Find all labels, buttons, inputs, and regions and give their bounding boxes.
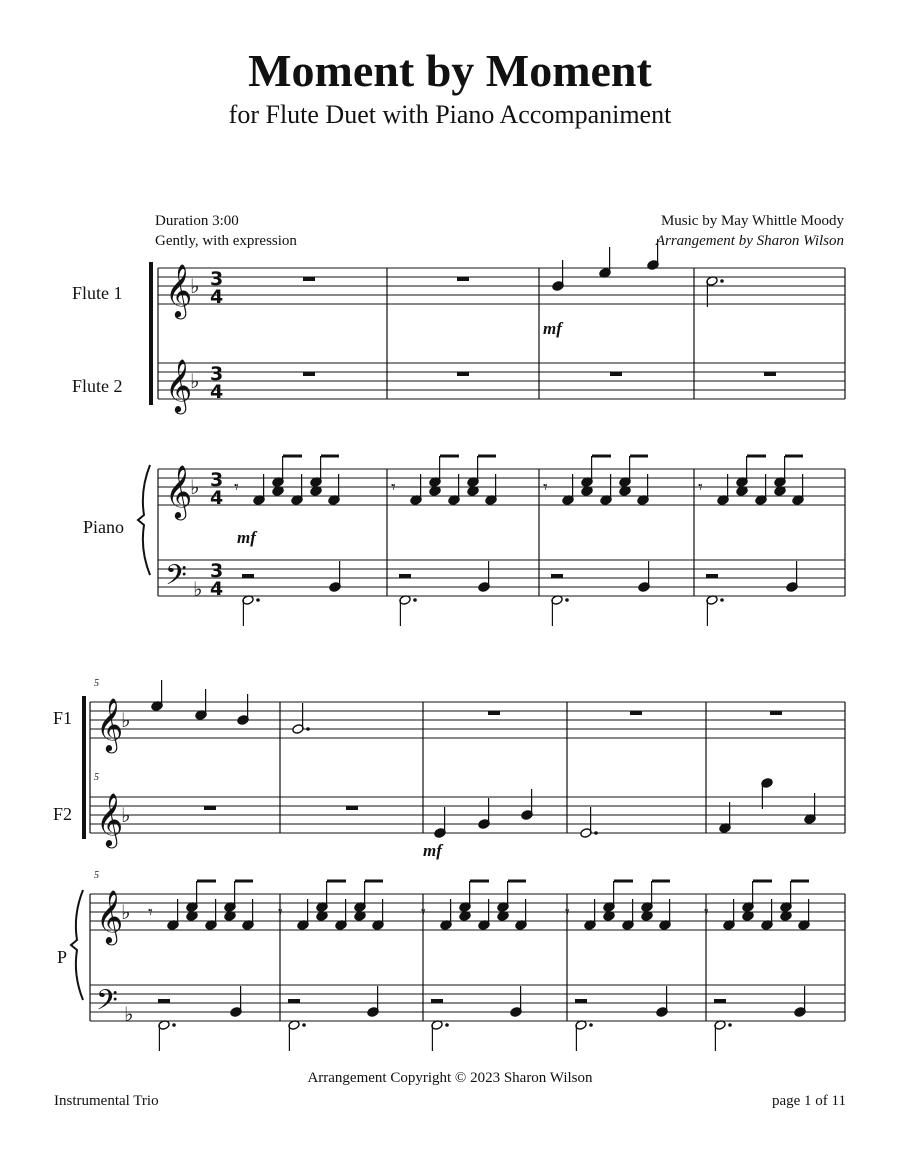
treble-clef-icon: 𝄞 — [96, 889, 124, 943]
half-rest — [714, 999, 726, 1003]
dot — [589, 1023, 593, 1027]
whole-rest — [346, 806, 358, 810]
dot — [594, 831, 598, 835]
p-label: P — [57, 947, 68, 967]
eighth-rest-icon: 𝄾 — [148, 902, 153, 923]
time-signature-bottom: 4 — [210, 286, 224, 308]
dot — [445, 1023, 449, 1027]
bass-clef-icon: 𝄢 — [165, 559, 187, 599]
flat-key-signature-icon: ♭ — [190, 475, 200, 499]
dot — [256, 598, 260, 602]
measure-number-f2: 5 — [94, 772, 99, 783]
treble-clef-icon: 𝄞 — [165, 358, 193, 412]
page-number: page 1 of 11 — [771, 1093, 846, 1109]
f1-label: F1 — [53, 708, 73, 728]
time-signature-bottom: 4 — [210, 381, 224, 403]
dot — [728, 1023, 732, 1027]
song-subtitle: for Flute Duet with Piano Accompaniment — [228, 100, 672, 129]
whole-rest — [303, 372, 315, 376]
duration-text: Duration 3:00 — [155, 213, 239, 229]
half-rest — [288, 999, 300, 1003]
eighth-rest-icon: 𝄾 — [234, 477, 239, 498]
flat-key-signature-icon: ♭ — [190, 369, 200, 393]
dot — [172, 1023, 176, 1027]
flute1-label: Flute 1 — [72, 283, 123, 303]
dynamic-mf-piano: mf — [237, 528, 256, 547]
measure-number-p: 5 — [94, 870, 99, 881]
half-rest — [399, 574, 411, 578]
treble-clef-icon: 𝄞 — [96, 697, 124, 751]
time-signature-bottom: 4 — [210, 487, 224, 509]
time-signature-top: 3 — [210, 469, 224, 491]
whole-rest — [764, 372, 776, 376]
song-title: Moment by Moment — [248, 45, 652, 96]
flute2-label: Flute 2 — [72, 376, 123, 396]
whole-rest — [303, 277, 315, 281]
dot — [306, 727, 310, 731]
treble-clef-icon: 𝄞 — [165, 464, 193, 518]
half-rest — [431, 999, 443, 1003]
eighth-rest-icon: 𝄾 — [278, 902, 283, 923]
flat-key-signature-icon: ♭ — [121, 900, 131, 924]
treble-clef-icon: 𝄞 — [165, 263, 193, 317]
time-signature-top: 3 — [210, 363, 224, 385]
dynamic-mf-flute1: mf — [543, 319, 562, 338]
time-signature-top: 3 — [210, 268, 224, 290]
half-rest — [158, 999, 170, 1003]
half-rest — [706, 574, 718, 578]
dynamic-mf-flute2: mf — [423, 841, 442, 860]
whole-rest — [488, 711, 500, 715]
piano-brace — [71, 890, 83, 1000]
copyright-notice: Arrangement Copyright © 2023 Sharon Wilson — [307, 1070, 593, 1086]
eighth-rest-icon: 𝄾 — [565, 902, 570, 923]
eighth-rest-icon: 𝄾 — [391, 477, 396, 498]
eighth-rest-icon: 𝄾 — [704, 902, 709, 923]
flat-key-signature-icon: ♭ — [124, 1002, 134, 1026]
eighth-rest-icon: 𝄾 — [421, 902, 426, 923]
whole-rest — [457, 372, 469, 376]
dot — [720, 279, 724, 283]
dot — [302, 1023, 306, 1027]
eighth-rest-icon: 𝄾 — [543, 477, 548, 498]
half-rest — [575, 999, 587, 1003]
whole-rest — [770, 711, 782, 715]
whole-rest — [204, 806, 216, 810]
half-rest — [242, 574, 254, 578]
whole-rest — [457, 277, 469, 281]
treble-clef-icon: 𝄞 — [96, 792, 124, 846]
bass-clef-icon: 𝄢 — [96, 984, 118, 1024]
dot — [720, 598, 724, 602]
whole-rest — [630, 711, 642, 715]
eighth-rest-icon: 𝄾 — [698, 477, 703, 498]
flat-key-signature-icon: ♭ — [121, 803, 131, 827]
piano-brace — [138, 465, 150, 575]
f2-label: F2 — [53, 804, 73, 824]
half-rest — [551, 574, 563, 578]
composer-credit: Music by May Whittle Moody — [660, 213, 844, 229]
dot — [565, 598, 569, 602]
arranger-credit: Arrangement by Sharon Wilson — [655, 233, 844, 249]
flat-key-signature-icon: ♭ — [190, 274, 200, 298]
series-label: Instrumental Trio — [54, 1093, 159, 1109]
time-signature-bottom: 4 — [210, 578, 224, 600]
dot — [413, 598, 417, 602]
tempo-marking: Gently, with expression — [155, 233, 297, 249]
measure-number-f1: 5 — [94, 678, 99, 689]
whole-rest — [610, 372, 622, 376]
time-signature-top: 3 — [210, 560, 224, 582]
flat-key-signature-icon: ♭ — [193, 577, 203, 601]
flat-key-signature-icon: ♭ — [121, 708, 131, 732]
piano-label: Piano — [83, 517, 125, 537]
